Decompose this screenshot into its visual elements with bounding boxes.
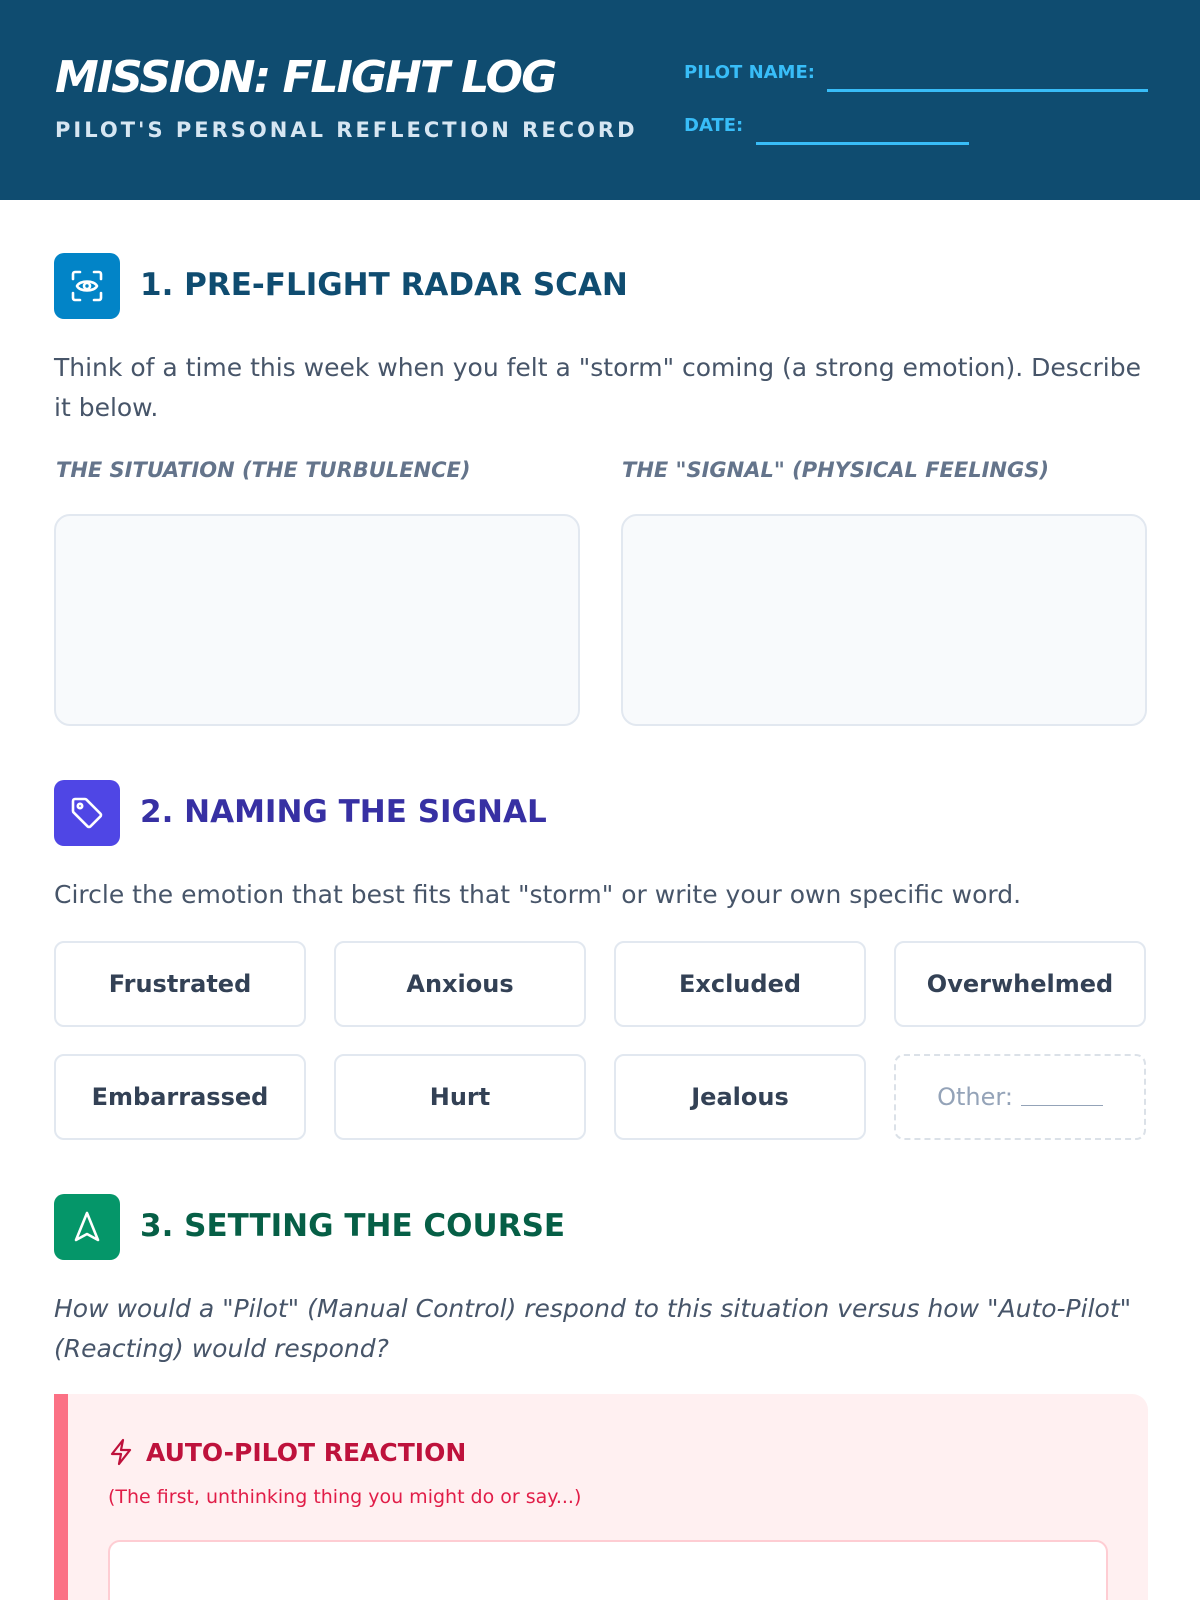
date-field[interactable]	[756, 142, 969, 145]
other-label: Other:	[937, 1083, 1013, 1111]
section-1-icon-badge	[54, 253, 120, 319]
section-3-title: 3. SETTING THE COURSE	[140, 1208, 566, 1244]
emotion-option-embarrassed[interactable]: Embarrassed	[54, 1054, 306, 1140]
section-3-description: How would a "Pilot" (Manual Control) respond to this situation versus how "Auto-Pilot" (Reacting) would respond?	[54, 1294, 1132, 1363]
other-write-in-line[interactable]	[1021, 1088, 1103, 1106]
emotion-option-frustrated[interactable]: Frustrated	[54, 941, 306, 1027]
emotion-option-excluded[interactable]: Excluded	[614, 941, 866, 1027]
emotion-option-anxious[interactable]: Anxious	[334, 941, 586, 1027]
pilot-name-field[interactable]	[827, 89, 1148, 92]
signal-label: THE "SIGNAL" (PHYSICAL FEELINGS)	[622, 458, 1049, 482]
radar-scan-icon	[69, 268, 105, 304]
section-1-title: 1. PRE-FLIGHT RADAR SCAN	[140, 267, 628, 303]
pilot-name-label: PILOT NAME:	[684, 62, 815, 83]
section-1-description: Think of a time this week when you felt a "storm" coming (a strong emotion). Describe it below.	[54, 353, 1141, 422]
emotion-option-jealous[interactable]: Jealous	[614, 1054, 866, 1140]
page-title: MISSION: FLIGHT LOG	[55, 52, 556, 103]
date-label: DATE:	[684, 115, 744, 136]
section-3-icon-badge	[54, 1194, 120, 1260]
auto-pilot-title: AUTO-PILOT REACTION	[146, 1438, 467, 1467]
header-banner	[0, 0, 1200, 200]
navigation-icon	[69, 1209, 105, 1245]
section-2-description: Circle the emotion that best fits that "storm" or write your own specific word.	[54, 880, 1022, 909]
auto-pilot-answer-box[interactable]	[108, 1540, 1108, 1600]
emotion-option-overwhelmed[interactable]: Overwhelmed	[894, 941, 1146, 1027]
lightning-icon	[108, 1438, 134, 1466]
emotion-option-other[interactable]	[894, 1054, 1146, 1140]
page-subtitle: PILOT'S PERSONAL REFLECTION RECORD	[55, 118, 638, 142]
auto-pilot-hint: (The first, unthinking thing you might do or say...)	[108, 1486, 582, 1508]
section-2-title: 2. NAMING THE SIGNAL	[140, 794, 547, 830]
signal-answer-box[interactable]	[621, 514, 1147, 726]
section-2-icon-badge	[54, 780, 120, 846]
tag-icon	[69, 795, 105, 831]
situation-label: THE SITUATION (THE TURBULENCE)	[56, 458, 471, 482]
situation-answer-box[interactable]	[54, 514, 580, 726]
emotion-option-hurt[interactable]: Hurt	[334, 1054, 586, 1140]
